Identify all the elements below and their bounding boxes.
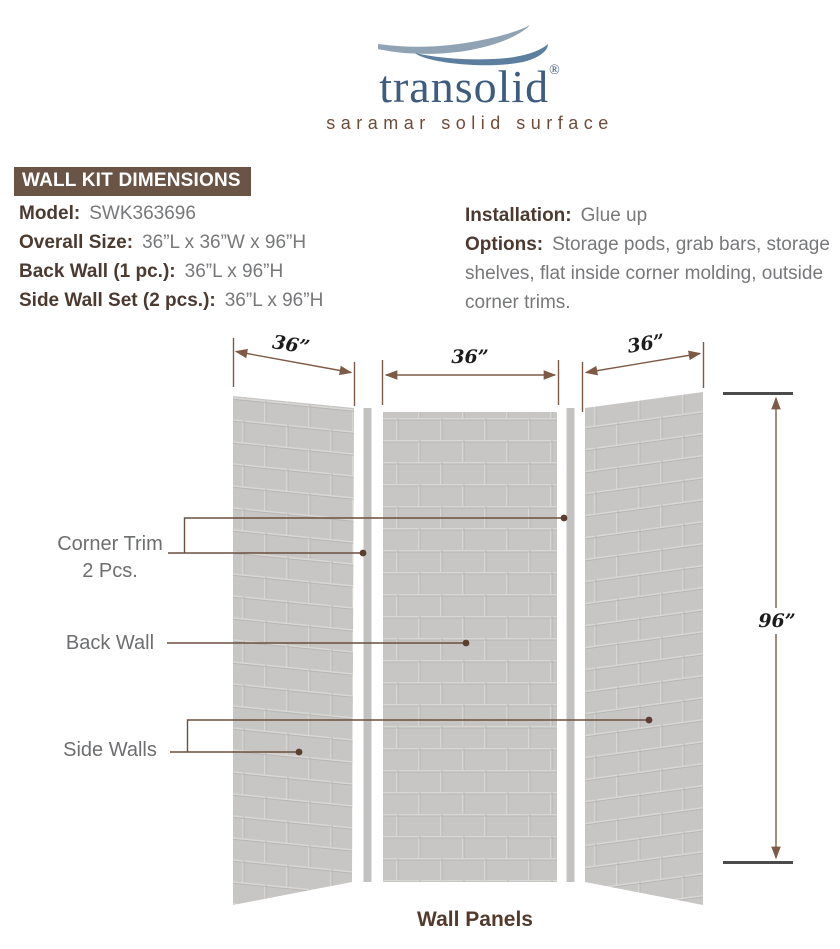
spec-label: Installation: bbox=[465, 205, 572, 226]
leader-dot bbox=[561, 515, 568, 522]
spec-value: Storage pods, grab bars, storage shelves, flat inside corner molding, outside corner trims. bbox=[465, 234, 830, 313]
spec-row-installation bbox=[465, 201, 835, 230]
logo-wave-light bbox=[378, 25, 530, 54]
dimension-label-back-width: 36” bbox=[451, 346, 489, 368]
callout-corner-trim-line2: 2 Pcs. bbox=[82, 560, 138, 582]
diagram-caption: Wall Panels bbox=[417, 908, 533, 931]
leader-dot bbox=[646, 717, 653, 724]
spec-value: 36”L x 96”H bbox=[184, 261, 284, 282]
spec-row-side-wall-set bbox=[19, 286, 323, 315]
dimension-arrow-right bbox=[586, 354, 700, 373]
spec-label: Model: bbox=[19, 203, 81, 224]
spec-value: Glue up bbox=[580, 205, 648, 226]
brand-tagline: saramar solid surface bbox=[326, 113, 614, 133]
dimension-label-right-width: 36” bbox=[625, 330, 667, 358]
leader-dot bbox=[296, 749, 303, 756]
spec-value: 36”L x 36”W x 96”H bbox=[142, 232, 307, 253]
callout-corner-trim bbox=[40, 531, 180, 585]
callout-back-wall: Back Wall bbox=[65, 632, 155, 654]
section-title: WALL KIT DIMENSIONS bbox=[14, 167, 251, 196]
brand-text: transolid bbox=[379, 61, 550, 112]
spec-row-model bbox=[19, 199, 323, 228]
spec-row-options bbox=[465, 230, 835, 317]
dimension-label-height: 96” bbox=[752, 608, 802, 634]
spec-list-right bbox=[465, 201, 835, 317]
callout-side-walls: Side Walls bbox=[63, 739, 157, 761]
wall-panel-shapes bbox=[220, 380, 720, 915]
spec-value: SWK363696 bbox=[89, 203, 196, 224]
spec-label: Side Wall Set (2 pcs.): bbox=[19, 290, 216, 311]
spec-row-back-wall bbox=[19, 257, 323, 286]
dimension-label-left-width: 36” bbox=[270, 331, 312, 359]
callout-corner-trim-line1: Corner Trim bbox=[57, 533, 163, 555]
brand-name bbox=[290, 60, 650, 113]
spec-label: Options: bbox=[465, 234, 544, 255]
leader-dot bbox=[463, 640, 470, 647]
spec-row-overall-size bbox=[19, 228, 323, 257]
leader-dot bbox=[360, 550, 367, 557]
spec-value: 36”L x 96”H bbox=[224, 290, 324, 311]
spec-label: Back Wall (1 pc.): bbox=[19, 261, 176, 282]
registered-mark: ® bbox=[549, 63, 561, 78]
spec-label: Overall Size: bbox=[19, 232, 134, 253]
wall-texture-overlay bbox=[220, 380, 720, 915]
spec-list-left bbox=[19, 199, 323, 315]
